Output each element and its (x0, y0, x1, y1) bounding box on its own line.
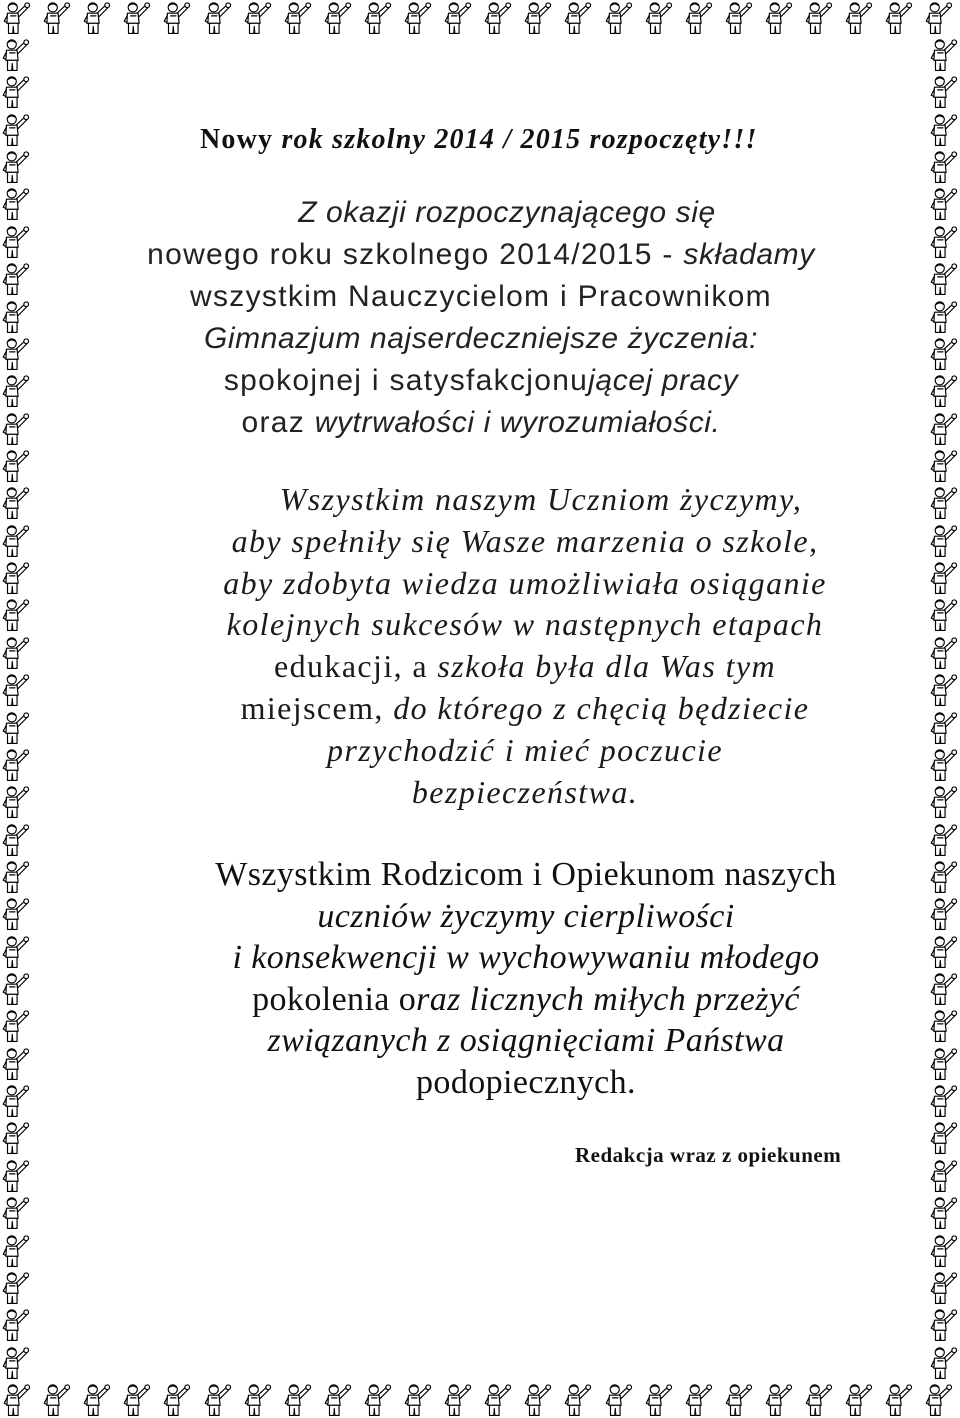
child-icon (929, 860, 959, 894)
child-icon (1, 1009, 31, 1043)
child-icon (1, 972, 31, 1006)
child-icon (82, 1, 112, 35)
child-icon (203, 1, 233, 35)
child-icon (1, 711, 31, 745)
child-icon (1, 561, 31, 595)
child-icon (924, 1383, 954, 1417)
child-icon (929, 75, 959, 109)
child-icon (1, 1047, 31, 1081)
child-icon (403, 1383, 433, 1417)
child-icon (929, 1159, 959, 1193)
text-segment: podopiecznych. (416, 1063, 636, 1101)
child-icon (1, 1121, 31, 1155)
wish-line (100, 402, 862, 444)
child-icon (644, 1383, 674, 1417)
child-icon (929, 1047, 959, 1081)
child-icon (724, 1383, 754, 1417)
child-icon (563, 1383, 593, 1417)
child-icon (1, 785, 31, 819)
child-icon (122, 1383, 152, 1417)
child-icon (122, 1, 152, 35)
child-icon (684, 1383, 714, 1417)
wish-line (126, 1062, 926, 1104)
child-icon (929, 972, 959, 1006)
child-icon (443, 1, 473, 35)
child-icon (1, 113, 31, 147)
text-segment: edukacji, a (274, 648, 429, 685)
parents-wishes (126, 854, 926, 1104)
child-icon (929, 113, 959, 147)
child-icon (283, 1, 313, 35)
child-icon (1, 412, 31, 446)
child-icon (929, 1271, 959, 1305)
child-icon (929, 1084, 959, 1118)
child-icon (42, 1383, 72, 1417)
child-icon (1, 150, 31, 184)
child-icon (323, 1383, 353, 1417)
child-icon (884, 1383, 914, 1417)
text-segment: związanych z osiągnięciami Państwa (267, 1022, 785, 1060)
child-icon (929, 598, 959, 632)
child-icon (483, 1, 513, 35)
child-icon (1, 300, 31, 334)
text-segment: kolejnych sukcesów w następnych etapach (226, 606, 824, 643)
text-segment: składamy (683, 238, 815, 271)
child-icon (804, 1, 834, 35)
child-icon (1, 225, 31, 259)
child-icon (929, 935, 959, 969)
child-icon (403, 1, 433, 35)
child-icon (724, 1, 754, 35)
child-icon (243, 1383, 273, 1417)
wish-line (100, 234, 862, 276)
wish-line (125, 604, 925, 646)
child-icon (1, 374, 31, 408)
text-segment: przychodzić i mieć poczucie (327, 731, 723, 768)
child-icon (604, 1, 634, 35)
child-icon (1, 75, 31, 109)
child-icon (1, 1308, 31, 1342)
wish-line (100, 360, 862, 402)
wish-line (126, 1020, 926, 1062)
child-icon (929, 486, 959, 520)
child-icon (443, 1383, 473, 1417)
teachers-wishes (100, 192, 862, 444)
wish-line (125, 688, 925, 730)
child-icon (929, 524, 959, 558)
text-segment: oraz (241, 406, 306, 439)
child-icon (483, 1383, 513, 1417)
child-icon (929, 1346, 959, 1380)
wish-line (125, 772, 925, 814)
wish-line (126, 896, 926, 938)
child-icon (203, 1383, 233, 1417)
child-icon (929, 187, 959, 221)
child-icon (42, 1, 72, 35)
child-icon (82, 1383, 112, 1417)
child-icon (764, 1, 794, 35)
child-icon (929, 337, 959, 371)
child-icon (929, 1234, 959, 1268)
child-icon (929, 823, 959, 857)
child-icon (644, 1, 674, 35)
child-icon (929, 1308, 959, 1342)
text-segment: Wszystkim Rodzicom i Opiekunom naszych (215, 856, 837, 893)
text-segment: aby zdobyta wiedza umożliwiała osiąganie (223, 564, 827, 601)
child-icon (1, 823, 31, 857)
child-icon (929, 1196, 959, 1230)
child-icon (929, 748, 959, 782)
text-segment: bezpieczeństwa. (411, 773, 639, 810)
child-icon (1, 187, 31, 221)
child-icon (563, 1, 593, 35)
text-segment: pokolenia o (252, 980, 417, 1018)
text-segment: wytrwałości i wyrozumiałości. (314, 406, 721, 439)
child-icon (929, 449, 959, 483)
text-segment: wszystkim Nauczycielom i Pracownikom (190, 280, 772, 313)
text-segment: nowego roku szkolnego 2014/2015 - (147, 238, 674, 271)
child-icon (924, 1, 954, 35)
child-icon (523, 1383, 553, 1417)
child-icon (604, 1383, 634, 1417)
child-icon (1, 337, 31, 371)
child-icon (929, 300, 959, 334)
child-icon (929, 412, 959, 446)
wish-line (100, 318, 862, 360)
child-icon (929, 262, 959, 296)
wish-line (100, 192, 862, 234)
wish-line (125, 646, 925, 688)
child-icon (684, 1, 714, 35)
text-segment: jącej pracy (588, 364, 739, 397)
title-first-word: Nowy (200, 124, 274, 155)
child-icon (1, 860, 31, 894)
title-rest: rok szkolny 2014 / 2015 rozpoczęty!!! (281, 124, 758, 155)
child-icon (929, 673, 959, 707)
child-icon (929, 897, 959, 931)
child-icon (1, 486, 31, 520)
child-icon (804, 1383, 834, 1417)
text-segment: uczniów życzymy cierpliwości (317, 897, 735, 935)
child-icon (1, 935, 31, 969)
child-icon (929, 636, 959, 670)
child-icon (363, 1383, 393, 1417)
wish-line (126, 937, 926, 979)
child-icon (929, 225, 959, 259)
child-icon (1, 1084, 31, 1118)
child-icon (162, 1, 192, 35)
child-icon (929, 785, 959, 819)
students-wishes (125, 479, 925, 813)
text-segment: Gimnazjum najserdeczniejsze życzenia: (203, 322, 759, 355)
text-segment: do którego z chęcią będziecie (393, 689, 810, 726)
wish-line (126, 979, 926, 1021)
child-icon (844, 1383, 874, 1417)
child-icon (1, 524, 31, 558)
child-icon (2, 1, 32, 35)
child-icon (1, 673, 31, 707)
child-icon (162, 1383, 192, 1417)
child-icon (2, 1383, 32, 1417)
text-segment: szkoła była dla Was tym (437, 648, 776, 685)
child-icon (363, 1, 393, 35)
wish-line (100, 276, 862, 318)
child-icon (243, 1, 273, 35)
child-icon (1, 636, 31, 670)
child-icon (1, 1159, 31, 1193)
child-icon (523, 1, 553, 35)
child-icon (929, 1121, 959, 1155)
child-icon (1, 598, 31, 632)
child-icon (929, 150, 959, 184)
child-icon (844, 1, 874, 35)
signature: Redakcja wraz z opiekunem (575, 1143, 842, 1167)
child-icon (929, 1009, 959, 1043)
text-segment: miejscem, (240, 689, 384, 726)
child-icon (1, 262, 31, 296)
child-icon (323, 1, 353, 35)
wish-line (126, 854, 926, 896)
text-segment: i konsekwencji w wychowywaniu młodego (232, 939, 820, 977)
text-segment: spokojnej i satysfakcjonu (223, 364, 589, 397)
child-icon (1, 1234, 31, 1268)
child-icon (929, 561, 959, 595)
child-icon (1, 1196, 31, 1230)
child-icon (1, 1346, 31, 1380)
child-icon (884, 1, 914, 35)
child-icon (283, 1383, 313, 1417)
wish-line (125, 521, 925, 563)
text-segment: aby spełniły się Wasze marzenia o szkole, (231, 522, 819, 559)
text-segment: Z okazji rozpoczynającego się (298, 196, 716, 229)
text-segment: Wszystkim naszym Uczniom życzymy, (279, 481, 803, 517)
child-icon (1, 38, 31, 72)
wish-line (125, 479, 925, 521)
child-icon (1, 449, 31, 483)
text-segment: raz licznych miłych przeżyć (416, 980, 800, 1018)
child-icon (1, 1271, 31, 1305)
page-title (200, 122, 758, 158)
child-icon (1, 897, 31, 931)
wish-line (125, 730, 925, 772)
wish-line (125, 563, 925, 605)
child-icon (929, 711, 959, 745)
child-icon (929, 374, 959, 408)
child-icon (764, 1383, 794, 1417)
child-icon (1, 748, 31, 782)
child-icon (929, 38, 959, 72)
